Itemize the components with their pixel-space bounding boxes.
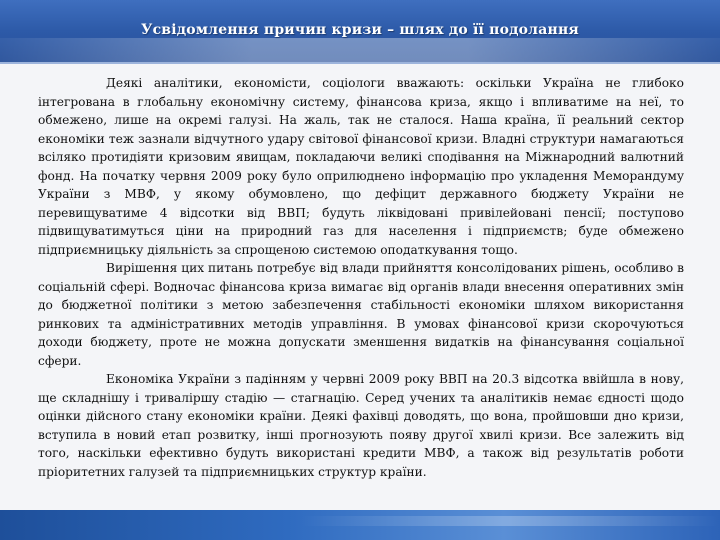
- paragraph-1: Деякі аналітики, економісти, соціологи вважають: оскільки Україна не глибоко інтегрована в глобальну економічну систему, фінансова криза, якщо і впливатиме на неї, то обмежено, лише на окремі галузі. На жаль, так не сталося. Наша країна, її реальний сектор економіки теж зазнали відчутного удару світової фінансової кризи. Владні структури намагаються всіляко протидіяти кризовим явищам, покладаючи великі сподівання на Міжнародний валютний фонд. На початку червня 2009 року було оприлюднено інформацію про укладення Меморандуму України з МВФ, у якому обумовлено, що дефіцит державного бюджету України не перевищуватиме 4 відсотки від ВВП; будуть ліквідовані привілейовані пенсії; поступово підвищуватимуться ціни на природний газ для населення і підприємств; буде обмежено підприємницьку діяльність за спрощеною системою оподаткування тощо.: [38, 76, 684, 257]
- slide-body: [38, 74, 684, 481]
- paragraph-2: Вирішення цих питань потребує від влади прийняття консолідованих рішень, особливо в соціальній сфері. Водночас фінансова криза вимагає від органів влади внесення оперативних змін до бюджетної політики з метою забезпечення стабільності економіки шляхом використання ринкових та адміністративних методів управління. В умовах фінансової кризи скорочуються доходи бюджету, проте не можна допускати зменшення видатків на фінансування соціальної сфери.: [38, 261, 684, 368]
- footer-highlight: [300, 516, 720, 526]
- header-divider: [0, 62, 720, 64]
- paragraph-3: Економіка України з падінням у червні 2009 року ВВП на 20.3 відсотка ввійшла в нову, ще складнішу і триваліршу стадію — стагнацію. Серед учених та аналітиків немає єдності щодо оцінки дійсного стану економіки країни. Деякі фахівці доводять, що вона, пройшовши дно кризи, вступила в новий етап розвитку, інші прогнозують появу другої хвилі кризи. Все залежить від того, наскільки ефективно будуть використані кредити МВФ, а також від результатів роботи пріоритетних галузей та підприємницьких структур країни.: [38, 372, 684, 479]
- slide-title: Усвідомлення причин кризи – шлях до її подолання: [141, 22, 579, 38]
- header-glow: [0, 38, 720, 62]
